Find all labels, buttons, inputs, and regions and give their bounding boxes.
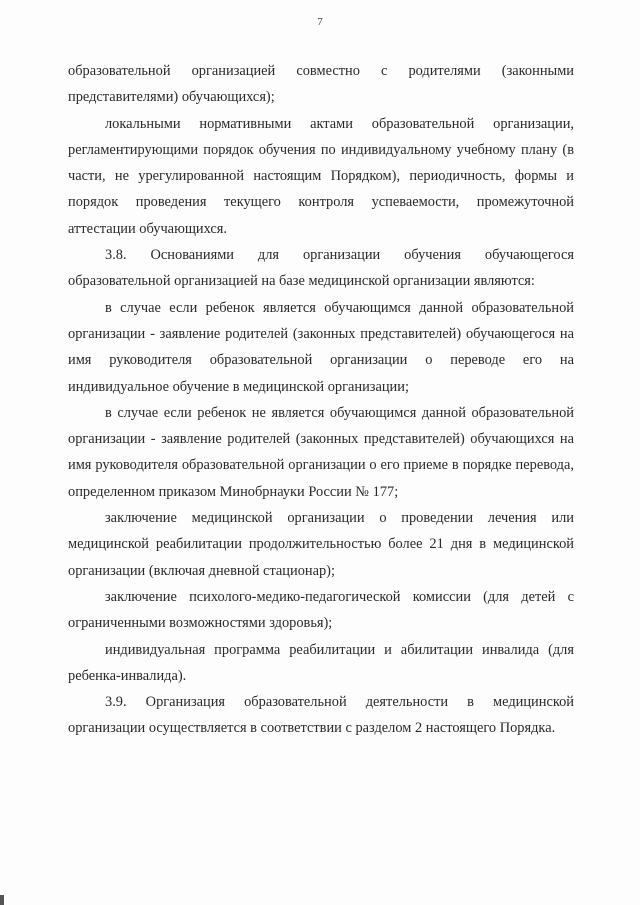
paragraph-pmpk-conclusion bbox=[68, 584, 574, 637]
clause-number: 3.9. bbox=[105, 694, 127, 711]
paragraph-text: в случае если ребенок является обучающимся данной образовательной организации - заявление родителей (законных представителей) обучающегося на имя руководителя образовательной организации о переводе его на индивидуальное обучение в медицинской организации; bbox=[68, 299, 574, 395]
paragraph-rehab-program bbox=[68, 637, 574, 690]
paragraph-local-acts bbox=[68, 111, 574, 242]
paragraph-text: индивидуальная программа реабилитации и абилитации инвалида (для ребенка-инвалида). bbox=[68, 641, 574, 684]
scan-edge-mark bbox=[0, 895, 4, 905]
paragraph-text: образовательной организацией совместно с родителями (законными представителями) обучающихся); bbox=[68, 63, 574, 106]
paragraph-medical-conclusion bbox=[68, 505, 574, 584]
paragraph-student-of-this-org bbox=[68, 295, 574, 400]
paragraph-not-student-of-org bbox=[68, 400, 574, 505]
page-number: 7 bbox=[317, 16, 323, 28]
document-body bbox=[68, 58, 574, 742]
clause-3-9 bbox=[68, 689, 574, 742]
paragraph-text: Основаниями для организации обучения обучающегося образовательной организацией на базе медицинской организации являются: bbox=[68, 247, 574, 290]
clause-3-8 bbox=[68, 242, 574, 295]
paragraph-text: в случае если ребенок не является обучающимся данной образовательной организации - заявление родителей (законных представителей) обучающихся на имя руководителя образовательной организации о его приеме в порядке перевода, определенном приказом Минобрнауки России № 177; bbox=[68, 404, 574, 500]
paragraph-text: заключение медицинской организации о проведении лечения или медицинской реабилитации продолжительностью более 21 дня в медицинской организации (включая дневной стационар); bbox=[68, 510, 574, 579]
paragraph-continuation bbox=[68, 58, 574, 111]
paragraph-text: локальными нормативными актами образовательной организации, регламентирующими порядок обучения по индивидуальному учебному плану (в части, не урегулированной настоящим Порядком), периодичность, формы и порядок проведения текущего контроля успеваемости, промежуточной аттестации обучающихся. bbox=[68, 115, 574, 237]
paragraph-text: заключение психолого-медико-педагогической комиссии (для детей с ограниченными возможностями здоровья); bbox=[68, 588, 574, 632]
paragraph-text: Организация образовательной деятельности в медицинской организации осуществляется в соответствии с разделом 2 настоящего Порядка. bbox=[68, 694, 574, 737]
clause-number: 3.8. bbox=[105, 247, 127, 264]
